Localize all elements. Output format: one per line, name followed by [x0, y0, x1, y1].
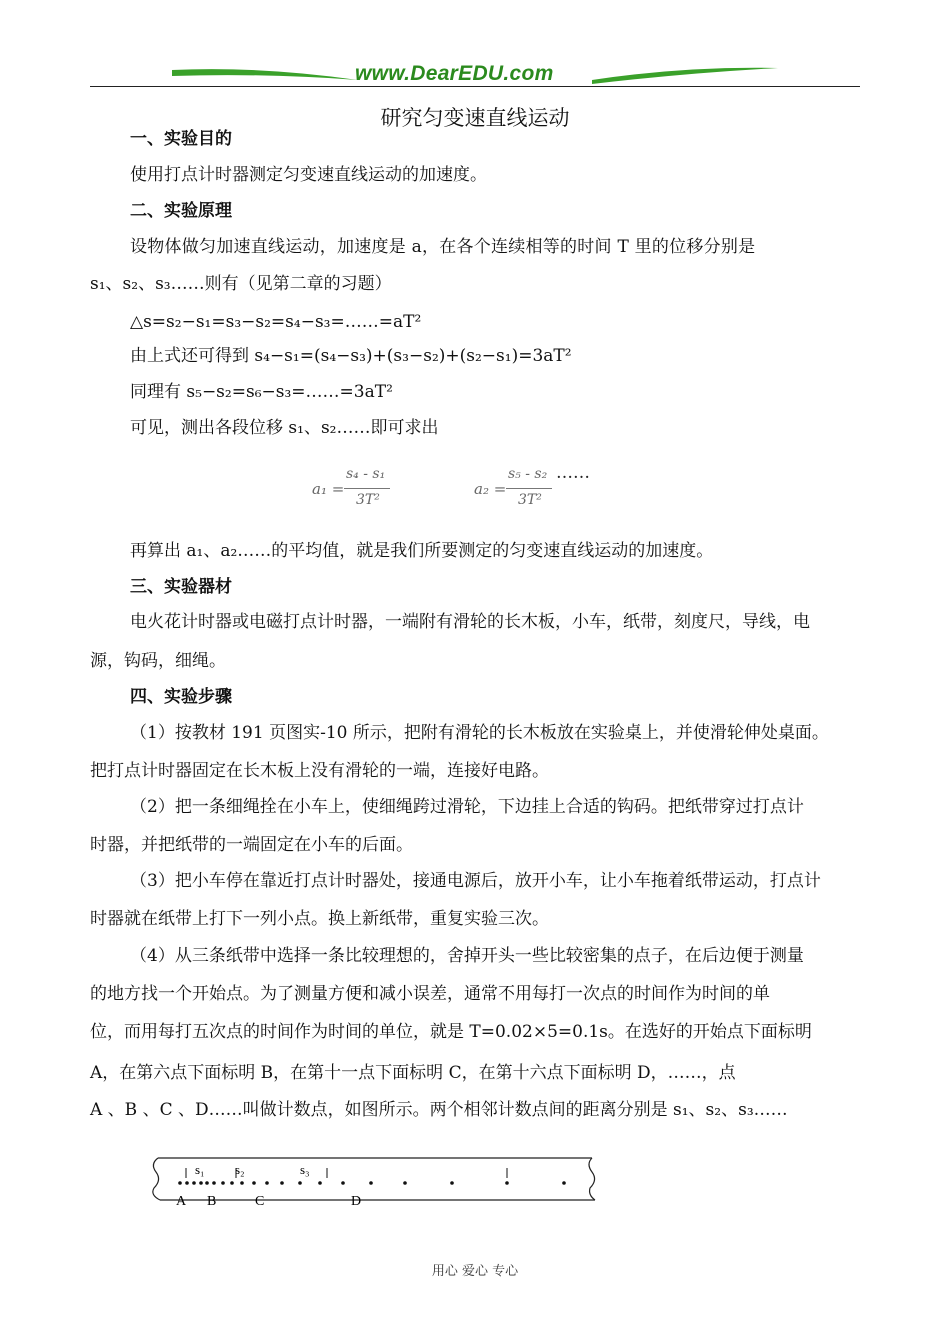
fraction-bar: [344, 488, 390, 489]
step-line: （3）把小车停在靠近打点计时器处，接通电源后，放开小车，让小车拖着纸带运动，打点计: [130, 871, 821, 891]
step-line: 把打点计时器固定在长木板上没有滑轮的一端，连接好电路。: [90, 761, 549, 781]
step-line: 的地方找一个开始点。为了测量方便和减小误差，通常不用每打一次点的时间作为时间的单: [90, 984, 770, 1004]
tape-left-tear: [153, 1158, 160, 1200]
formula-a2-numerator: s₅ - s₂: [508, 466, 548, 482]
section-heading-steps: 四、实验步骤: [130, 687, 232, 707]
equation: △s=s₂−s₁=s₃−s₂=s₄−s₃=……=aT²: [130, 312, 422, 332]
fraction-bar: [506, 488, 552, 489]
section-heading-principle: 二、实验原理: [130, 201, 232, 221]
formula-a1-denominator: 3T²: [356, 492, 380, 508]
tape-point-B: B: [207, 1194, 217, 1209]
section-heading-purpose: 一、实验目的: [130, 129, 232, 149]
header-rule: [90, 86, 860, 87]
step-line: （1）按教材 191 页图实-10 所示，把附有滑轮的长木板放在实验桌上，并使滑轮伸处桌面。: [130, 723, 829, 743]
tape-dots: [178, 1181, 566, 1185]
header-swoosh-right: [590, 64, 780, 86]
formula-a2-lhs: a₂ =: [474, 480, 507, 498]
paragraph: 源，钩码，细绳。: [90, 651, 226, 671]
formula-a1-numerator: s₄ - s₁: [346, 466, 386, 482]
step-line: 位，而用每打五次点的时间作为时间的单位，就是 T=0.02×5=0.1s。在选好的开始点下面标明: [90, 1022, 812, 1042]
paper-tape-figure: [140, 1150, 610, 1212]
paragraph: 设物体做匀加速直线运动，加速度是 a，在各个连续相等的时间 T 里的位移分别是: [130, 237, 756, 257]
step-line: （2）把一条细绳拴在小车上，使细绳跨过滑轮，下边挂上合适的钩码。把纸带穿过打点计: [130, 797, 804, 817]
paragraph: 可见，测出各段位移 s₁、s₂……即可求出: [130, 418, 439, 438]
tape-point-C: C: [255, 1194, 265, 1209]
formula-ellipsis: ……: [556, 463, 590, 483]
paragraph: 再算出 a₁、a₂……的平均值，就是我们所要测定的匀变速直线运动的加速度。: [130, 541, 714, 561]
tape-point-D: D: [351, 1194, 362, 1209]
tape-label-s2: s₂: [235, 1162, 245, 1177]
step-line: 时器，并把纸带的一端固定在小车的后面。: [90, 835, 413, 855]
paragraph: s₁、s₂、s₃……则有（见第二章的习题）: [90, 274, 392, 294]
tape-label-s1: s₁: [195, 1162, 205, 1177]
step-line: 时器就在纸带上打下一列小点。换上新纸带，重复实验三次。: [90, 909, 549, 929]
formula-a1-lhs: a₁ =: [312, 480, 345, 498]
section-heading-equipment: 三、实验器材: [130, 577, 232, 597]
header-swoosh-left: [170, 64, 360, 86]
paragraph: 使用打点计时器测定匀变速直线运动的加速度。: [130, 165, 487, 185]
equation: 由上式还可得到 s₄−s₁=(s₄−s₃)+(s₃−s₂)+(s₂−s₁)=3aT²: [130, 346, 572, 366]
tape-label-s3: s₃: [300, 1162, 310, 1177]
page-footer: 用心 爱心 专心: [431, 1264, 519, 1279]
step-line: A，在第六点下面标明 B，在第十一点下面标明 C，在第十六点下面标明 D，……，点: [90, 1063, 736, 1083]
formula-a2-denominator: 3T²: [518, 492, 542, 508]
equation: 同理有 s₅−s₂=s₆−s₃=……=3aT²: [130, 382, 393, 402]
tape-point-A: A: [176, 1194, 187, 1209]
step-line: （4）从三条纸带中选择一条比较理想的，舍掉开头一些比较密集的点子，在后边便于测量: [130, 946, 804, 966]
step-line: A 、B 、C 、D……叫做计数点，如图所示。两个相邻计数点间的距离分别是 s₁、s₂、s₃……: [90, 1100, 788, 1120]
paragraph: 电火花计时器或电磁打点计时器，一端附有滑轮的长木板，小车，纸带，刻度尺，导线，电: [130, 612, 810, 632]
tape-right-tear: [589, 1158, 595, 1200]
page-title: 研究匀变速直线运动: [380, 106, 570, 130]
site-logo[interactable]: www.DearEDU.com: [355, 62, 554, 85]
